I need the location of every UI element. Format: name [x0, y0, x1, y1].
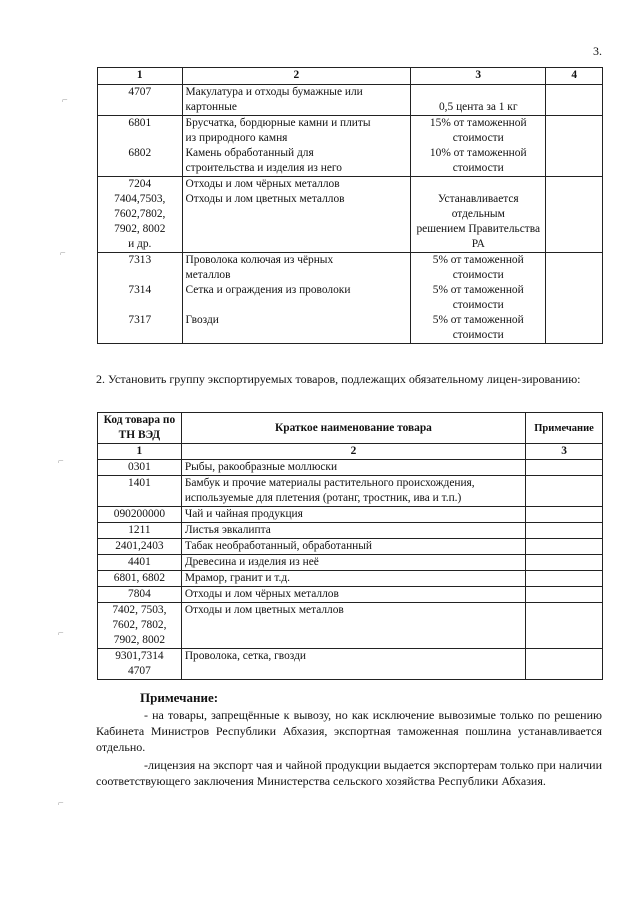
cell-name — [182, 85, 411, 116]
cell-name — [181, 539, 525, 555]
cell-line: Устанавливается отдельным — [437, 193, 519, 220]
cell-code — [98, 460, 182, 476]
header-code: Код товара по ТН ВЭД — [98, 413, 182, 444]
cell-line: 0301 — [128, 461, 151, 473]
cell-line: Отходы и лом цветных металлов — [185, 193, 345, 205]
cell-line — [101, 298, 179, 313]
cell-rate — [411, 253, 546, 344]
cell-code — [98, 85, 183, 116]
cell-line: картонные — [185, 101, 237, 113]
cell-empty — [546, 116, 603, 177]
column-number-row — [98, 444, 603, 460]
cell-line — [414, 85, 542, 100]
cell-code — [98, 523, 182, 539]
cell-empty — [546, 177, 603, 253]
cell-line: Проволока колючая из чёрных — [185, 254, 334, 266]
cell-line: 10% от таможенной — [429, 147, 527, 159]
cell-line: 5% от таможенной — [432, 284, 524, 296]
cell-name — [181, 476, 525, 507]
note-title: Примечание: — [140, 690, 219, 705]
cell-rate — [411, 116, 546, 177]
scan-mark: ⌐ — [58, 628, 64, 639]
cell-line — [101, 268, 179, 283]
cell-line: 1211 — [128, 524, 151, 536]
cell-line: Проволока, сетка, гвозди — [184, 650, 306, 662]
cell-name — [182, 253, 411, 344]
cell-empty — [546, 253, 603, 344]
cell-name — [182, 177, 411, 253]
cell-line: Макулатура и отходы бумажные или — [185, 86, 363, 98]
cell-code — [98, 539, 182, 555]
note-paragraph-2: -лицензия на экспорт чая и чайной продукции выдается экспортерам только при наличии соответствующего заключения Министерства сельского хозяйства Республики Абхазия. — [96, 758, 602, 788]
cell-line: 4707 — [128, 665, 151, 677]
cell-code — [98, 476, 182, 507]
cell-line: стоимости — [452, 329, 504, 341]
table-row — [98, 507, 603, 523]
cell-line: 5% от таможенной — [432, 314, 524, 326]
cell-empty — [526, 476, 603, 507]
column-header: 3 — [411, 68, 546, 85]
cell-code — [98, 571, 182, 587]
cell-line: 7317 — [128, 314, 152, 326]
scan-mark: ⌐ — [58, 456, 64, 467]
cell-line: 7602, 7802, — [112, 619, 167, 631]
cell-line: 7902, 8002 — [114, 223, 166, 235]
cell-rate — [411, 85, 546, 116]
cell-empty — [526, 587, 603, 603]
cell-name — [181, 587, 525, 603]
cell-line: 7204 — [128, 178, 152, 190]
scan-mark: ⌐ — [62, 95, 68, 106]
intro-paragraph: 2. Установить группу экспортируемых товаров, подлежащих обязательному лицен-зированию: — [96, 372, 581, 386]
header-name: Краткое наименование товара — [181, 413, 525, 444]
column-header: 2 — [182, 68, 411, 85]
cell-line: Табак необработанный, обработанный — [184, 540, 373, 552]
cell-empty — [526, 649, 603, 680]
license-table — [97, 412, 603, 680]
table-row — [98, 85, 603, 116]
cell-line: 0,5 цента за 1 кг — [438, 101, 518, 113]
cell-line: Отходы и лом чёрных металлов — [184, 588, 339, 600]
cell-line: 9301,7314 — [115, 650, 164, 662]
column-number: 3 — [526, 444, 603, 460]
table-row — [98, 649, 603, 680]
cell-line: Древесина и изделия из неё — [184, 556, 319, 568]
table-row — [98, 460, 603, 476]
cell-line: из природного камня — [185, 132, 288, 144]
cell-rate — [411, 177, 546, 253]
note-paragraph-1: - на товары, запрещённые к вывозу, но как исключение вывозимые только по решению Кабинета Министров Республики Абхазия, экспортная таможенная пошлина устанавливается отдельно. — [96, 708, 602, 754]
cell-code — [98, 587, 182, 603]
cell-empty — [526, 460, 603, 476]
cell-code — [98, 116, 183, 177]
column-header: 4 — [546, 68, 603, 85]
cell-name — [181, 555, 525, 571]
cell-empty — [526, 571, 603, 587]
table-row — [98, 476, 603, 507]
cell-line: Гвозди — [185, 314, 219, 326]
cell-line: 7402, 7503, — [112, 604, 167, 616]
cell-line: 090200000 — [113, 508, 166, 520]
table-row — [98, 523, 603, 539]
cell-line: 7314 — [128, 284, 152, 296]
cell-code — [98, 649, 182, 680]
cell-empty — [526, 555, 603, 571]
cell-code — [98, 507, 182, 523]
table-row — [98, 253, 603, 344]
cell-name — [181, 649, 525, 680]
cell-line: и др. — [128, 238, 152, 250]
cell-line: 6802 — [128, 147, 152, 159]
cell-line: 7602,7802, — [114, 208, 166, 220]
cell-line — [101, 131, 179, 146]
cell-empty — [526, 603, 603, 649]
table-row — [98, 116, 603, 177]
cell-line: 7902, 8002 — [113, 634, 166, 646]
cell-name — [181, 571, 525, 587]
cell-code — [98, 253, 183, 344]
cell-line — [414, 177, 542, 192]
column-header: 1 — [98, 68, 183, 85]
cell-line: Отходы и лом чёрных металлов — [185, 178, 340, 190]
cell-line: 6801, 6802 — [113, 572, 166, 584]
cell-name — [181, 460, 525, 476]
cell-line: Сетка и ограждения из проволоки — [185, 284, 351, 296]
column-number: 2 — [181, 444, 525, 460]
cell-line: решением Правительства РА — [416, 223, 541, 250]
cell-line: 5% от таможенной — [432, 254, 524, 266]
table-row — [98, 177, 603, 253]
cell-line: 15% от таможенной — [429, 117, 527, 129]
cell-name — [182, 116, 411, 177]
column-number: 1 — [98, 444, 182, 460]
cell-line: Брусчатка, бордюрные камни и плиты — [185, 117, 371, 129]
cell-line: 6801 — [128, 117, 152, 129]
cell-line: Мрамор, гранит и т.д. — [184, 572, 290, 584]
cell-name — [181, 603, 525, 649]
cell-line: 7404,7503, — [114, 193, 166, 205]
tariff-table — [97, 67, 603, 344]
cell-empty — [526, 507, 603, 523]
cell-empty — [526, 523, 603, 539]
table-row — [98, 603, 603, 649]
table-row — [98, 587, 603, 603]
cell-line: стоимости — [452, 132, 504, 144]
cell-line: стоимости — [452, 299, 504, 311]
scan-mark: ⌐ — [60, 248, 66, 259]
cell-code — [98, 603, 182, 649]
cell-line: строительства и изделия из него — [185, 162, 342, 174]
table-row — [98, 571, 603, 587]
cell-line: стоимости — [452, 162, 504, 174]
cell-line: металлов — [185, 269, 231, 281]
table-header-row — [98, 413, 603, 444]
cell-line — [186, 298, 408, 313]
cell-line: Камень обработанный для — [185, 147, 314, 159]
cell-line: 4707 — [128, 86, 152, 98]
cell-line: 7804 — [128, 588, 151, 600]
cell-line: 4401 — [128, 556, 151, 568]
table-header-row — [98, 68, 603, 85]
table-row — [98, 539, 603, 555]
scan-mark: ⌐ — [58, 798, 64, 809]
cell-line: 7313 — [128, 254, 152, 266]
cell-line: Рыбы, ракообразные моллюски — [184, 461, 338, 473]
cell-line: Отходы и лом цветных металлов — [184, 604, 344, 616]
cell-name — [181, 507, 525, 523]
cell-code — [98, 555, 182, 571]
cell-line: Листья эвкалипта — [184, 524, 271, 536]
cell-empty — [526, 539, 603, 555]
cell-name — [181, 523, 525, 539]
cell-line: Чай и чайная продукция — [184, 508, 303, 520]
cell-line: 1401 — [128, 477, 151, 489]
cell-code — [98, 177, 183, 253]
page-number: 3. — [593, 44, 602, 58]
cell-line: Бамбук и прочие материалы растительного происхождения, — [184, 477, 475, 489]
cell-empty — [546, 85, 603, 116]
cell-line: 2401,2403 — [115, 540, 164, 552]
header-note: Примечание — [526, 413, 603, 444]
cell-line: используемые для плетения (ротанг, тростник, ива и т.п.) — [184, 492, 462, 504]
table-row — [98, 555, 603, 571]
cell-line: стоимости — [452, 269, 504, 281]
